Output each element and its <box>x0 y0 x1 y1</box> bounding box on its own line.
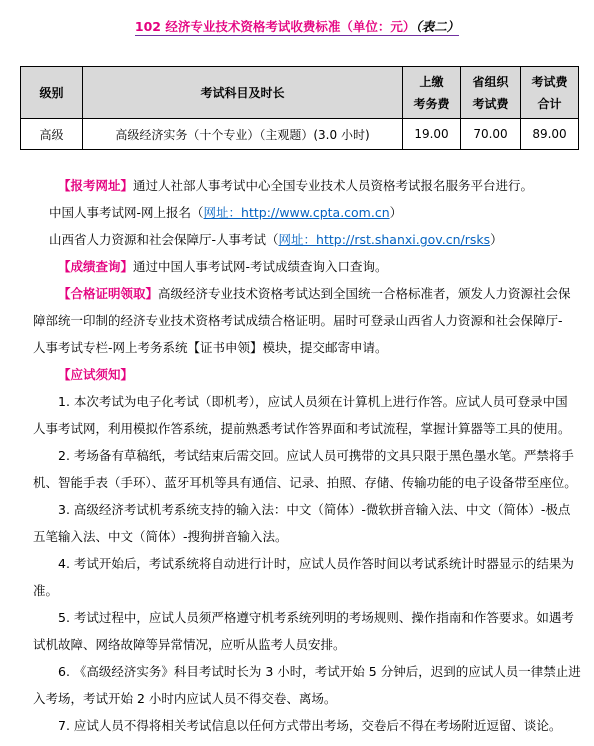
document-title <box>0 18 594 36</box>
cert-line3: 人事考试专栏-网上考务系统【证书申领】模块，提交邮寄申请。 <box>33 340 388 355</box>
notice-item-4-line1: 4. 考试开始后，考试系统将自动进行计时，应试人员作答时间以考试系统计时器显示的结果为 <box>58 556 574 571</box>
title-number: 102 <box>134 19 161 34</box>
notice-item-6-line1: 6. 《高级经济实务》科目考试时长为 3 小时，考试开始 5 分钟后，迟到的应试人员一律禁止进 <box>58 664 581 679</box>
header-total-line2: 合计 <box>537 96 562 111</box>
table-row <box>21 119 579 150</box>
cell-upper-fee: 19.00 <box>403 119 461 150</box>
title-main: 经济专业技术资格考试收费标准（单位：元） <box>165 19 416 34</box>
header-org-fee-line1: 省组织 <box>472 74 509 89</box>
notice-item-2-line1: 2. 考场备有草稿纸，考试结束后需交回。应试人员可携带的文具只限于黑色墨水笔。严禁将手 <box>58 448 574 463</box>
notice-item-5-line1: 5. 考试过程中，应试人员须严格遵守机考系统列明的考场规则、操作指南和作答要求。如遇考 <box>58 610 574 625</box>
notice-item-4-line2: 准。 <box>33 583 59 598</box>
reg-site1 <box>33 199 580 226</box>
notice-item-7-line1: 7. 应试人员不得将相关考试信息以任何方式带出考场，交卷后不得在考场附近逗留、谈论。 <box>58 718 562 733</box>
fee-table <box>20 66 579 150</box>
notice-item-2-line2: 机、智能手表（手环）、蓝牙耳机等具有通信、记录、拍照、存储、传输功能的电子设备带至座位。 <box>33 475 577 490</box>
header-total-line1: 考试费 <box>531 74 568 89</box>
score-paragraph <box>33 253 580 280</box>
site1-link[interactable]: http://www.cpta.com.cn <box>241 205 390 220</box>
cert-line2: 障部统一印制的经济专业技术资格考试成绩合格证明。届时可登录山西省人力资源和社会保障厅- <box>33 313 563 328</box>
title-underline <box>135 19 459 36</box>
header-upper-fee-line1: 上缴 <box>419 74 444 89</box>
notice-item-3-line1: 3. 高级经济考试机考系统支持的输入法：中文（简体）-微软拼音输入法、中文（简体）-极点 <box>58 502 571 517</box>
reg-text: 通过人社部人事考试中心全国专业技术人员资格考试报名服务平台进行。 <box>133 178 534 193</box>
site1-prefix: 中国人事考试网-网上报名（ <box>49 205 204 220</box>
site2-suffix: ） <box>490 232 503 247</box>
notice-item-1-line1: 1. 本次考试为电子化考试（即机考），应试人员须在计算机上进行作答。应试人员可登录中国 <box>58 394 568 409</box>
notice-item-6-line2: 入考场，考试开始 2 小时内应试人员不得交卷、离场。 <box>33 691 337 706</box>
cell-subject: 高级经济实务（十个专业）（主观题）(3.0 小时) <box>83 119 403 150</box>
header-org-fee <box>461 67 521 119</box>
notice-heading <box>33 361 580 388</box>
reg-label: 【报考网址】 <box>58 178 134 193</box>
fee-table-header-row <box>21 67 579 119</box>
cell-level: 高级 <box>21 119 83 150</box>
cert-text-1: 高级经济专业技术资格考试达到全国统一合格标准者，颁发人力资源社会保 <box>158 286 571 301</box>
site1-label[interactable]: 网址： <box>203 205 242 220</box>
header-upper-fee <box>403 67 461 119</box>
notice-item-3-line2: 五笔输入法、中文（简体）-搜狗拼音输入法。 <box>33 529 288 544</box>
reg-site2 <box>33 226 580 253</box>
site2-link[interactable]: http://rst.shanxi.gov.cn/rsks <box>316 232 491 247</box>
header-total <box>521 67 579 119</box>
content-body <box>33 172 580 739</box>
notice-label: 【应试须知】 <box>58 367 134 382</box>
reg-paragraph <box>33 172 580 199</box>
header-upper-fee-line2: 考务费 <box>413 96 450 111</box>
score-label: 【成绩查询】 <box>58 259 134 274</box>
cell-org-fee: 70.00 <box>461 119 521 150</box>
header-subject: 考试科目及时长 <box>83 67 403 119</box>
cert-line1 <box>33 280 580 307</box>
site2-label[interactable]: 网址： <box>278 232 317 247</box>
score-text: 通过中国人事考试网-考试成绩查询入口查询。 <box>133 259 388 274</box>
notice-item-1-line2: 人事考试网，利用模拟作答系统，提前熟悉考试作答界面和考试流程，掌握计算器等工具的使用。 <box>33 421 571 436</box>
cert-label: 【合格证明领取】 <box>58 286 159 301</box>
notice-item-5-line2: 试机故障、网络故障等异常情况，应听从监考人员安排。 <box>33 637 346 652</box>
site2-prefix: 山西省人力资源和社会保障厅-人事考试（ <box>49 232 279 247</box>
header-org-fee-line2: 考试费 <box>472 96 509 111</box>
header-level: 级别 <box>21 67 83 119</box>
site1-suffix: ） <box>389 205 403 220</box>
cell-total: 89.00 <box>521 119 579 150</box>
title-tail: （表二） <box>415 19 460 34</box>
